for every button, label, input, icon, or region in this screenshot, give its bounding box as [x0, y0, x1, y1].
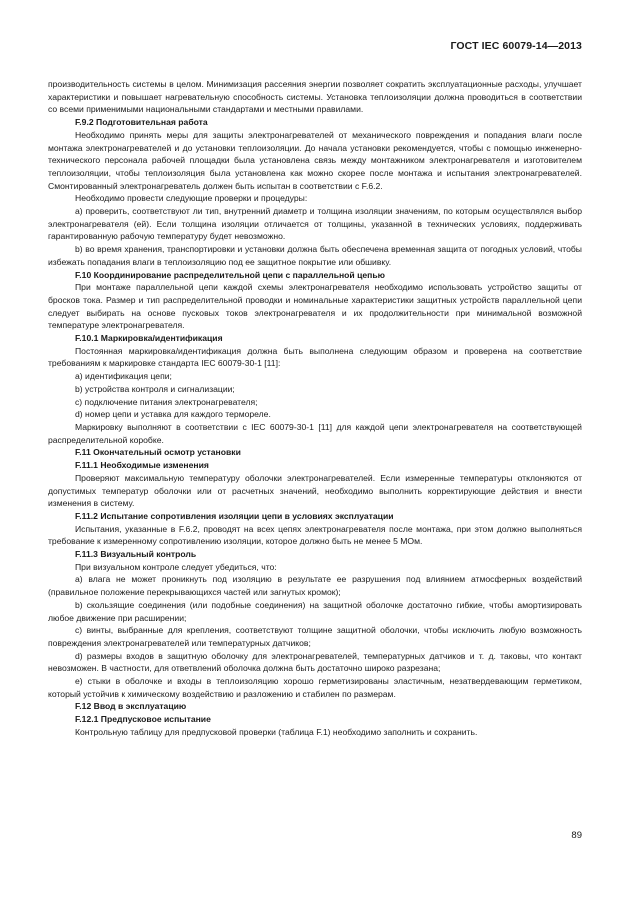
- section-heading: F.10.1 Маркировка/идентификация: [75, 333, 223, 344]
- paragraph: d) размеры входов в защитную оболочку для электронагревателей, температурных датчиков и т. д. таковы, что контакт невозможен. В частности, для ответвлений оболочка должна быть достаточно широко разрезана;: [48, 650, 582, 674]
- page-number: 89: [571, 830, 582, 841]
- paragraph: a) проверить, соответствуют ли тип, внутренний диаметр и толщина изоляции значениям, по которым осуществлялся выбор электронагревателя (ей). Если толщина изоляции отличается от толщины, указанной в технических условиях, поддерживать гарантированную рабочую температуру будет невозможно.: [48, 206, 582, 242]
- section-heading: F.11.1 Необходимые изменения: [75, 460, 209, 471]
- paragraph: Проверяют максимальную температуру оболочки электронагревателей. Если измеренные температуры отклоняются от допустимых температур оболочки или от расчетных значений, необходимо выполнить корректирующие действия и внести изменения в систему.: [48, 472, 582, 509]
- paragraph: c) винты, выбранные для крепления, соответствуют толщине защитной оболочки, чтобы исключить любую возможность повреждения электронагревателей или температурных датчиков;: [48, 625, 582, 648]
- section-heading: F.12 Ввод в эксплуатацию: [75, 701, 187, 712]
- paragraph: Маркировку выполняют в соответствии с IEC 60079-30-1 [11] для каждой цепи электронагревателя на соответствующей распределительной коробке.: [48, 421, 582, 445]
- document-body: [48, 78, 582, 739]
- paragraph: a) идентификация цепи;: [75, 371, 172, 382]
- section-heading: F.12.1 Предпусковое испытание: [75, 714, 211, 725]
- paragraph: d) номер цепи и уставка для каждого термореле.: [75, 409, 271, 420]
- paragraph: Постоянная маркировка/идентификация должна быть выполнена следующим образом и проверена на соответствие требованиям к маркировке стандарта IEC 60079-30-1 [11]:: [48, 345, 582, 369]
- paragraph: При визуальном контроле следует убедиться, что:: [75, 561, 277, 572]
- section-heading: F.10 Координирование распределительной цепи с параллельной цепью: [75, 269, 385, 280]
- paragraph: b) устройства контроля и сигнализации;: [75, 383, 235, 394]
- paragraph: Контрольную таблицу для предпусковой проверки (таблица F.1) необходимо заполнить и сохранить.: [75, 726, 478, 737]
- paragraph: e) стыки в оболочке и входы в теплоизоляцию хорошо герметизированы эластичным, незатвердевающим герметиком, который устойчив к химическому воздействию и разложению и стабилен по размерам.: [48, 676, 582, 699]
- paragraph: Испытания, указанные в F.6.2, проводят на всех цепях электронагревателя после монтажа, при этом должно выполняться требование к измеренному сопротивлению изоляции, которое должно быть не менее 5 МОм.: [48, 523, 582, 547]
- section-heading: F.11.2 Испытание сопротивления изоляции цепи в условиях эксплуатации: [75, 510, 394, 521]
- paragraph: c) подключение питания электронагревателя;: [75, 396, 258, 407]
- section-heading: F.11.3 Визуальный контроль: [75, 549, 197, 560]
- paragraph: a) влага не может проникнуть под изоляцию в результате ее разрушения под влиянием атмосферных воздействий (правильное положение перекрывающихся частей или загнутых кромок);: [48, 574, 582, 598]
- section-heading: F.11 Окончательный осмотр установки: [75, 447, 241, 458]
- page-header: ГОСТ IEC 60079-14—2013: [450, 40, 582, 52]
- paragraph: производительность системы в целом. Минимизация рассеяния энергии позволяет сократить эксплуатационные расходы, улучшает характеристики и повышает нагревательную способность системы. Установка теплоизоляции должна проводиться в соответствии со всеми применимыми национальными стандартами и местными правилами.: [48, 79, 582, 115]
- paragraph: b) скользящие соединения (или подобные соединения) на защитной оболочке достаточно гибкие, чтобы амортизировать любое движение при расширении;: [48, 599, 582, 623]
- paragraph: При монтаже параллельной цепи каждой схемы электронагревателя необходимо использовать устройство защиты от бросков тока. Размер и тип распределительной проводки и номинальные характеристики защитных устройств параллельной цепи следует выбирать на основе пусковых токов электронагревателя и их продолжительности при минимальной возможной температуре электронагревателя.: [48, 282, 582, 331]
- paragraph: Необходимо провести следующие проверки и процедуры:: [75, 193, 308, 204]
- paragraph: Необходимо принять меры для защиты электронагревателей от механического повреждения и попадания влаги после монтажа электронагревателей и до установки теплоизоляции. До начала установки рекомендуется, чтобы с помощью инженерно-технического персонала рабочей площадки была установлена связь между монтажником электронагревателя и изготовителем теплоизоляции, чтобы теплоизоляция была установлена как можно скорее после монтажа и испытания электронагревателей. Смонтированный электронагреватель должен быть испытан в соответствии с F.6.2.: [48, 129, 582, 191]
- paragraph: b) во время хранения, транспортировки и установки должна быть обеспечена временная защита от погодных условий, чтобы избежать попадания влаги в теплоизоляцию под ее защитное покрытие или обшивку.: [48, 244, 582, 267]
- section-heading: F.9.2 Подготовительная работа: [75, 117, 208, 128]
